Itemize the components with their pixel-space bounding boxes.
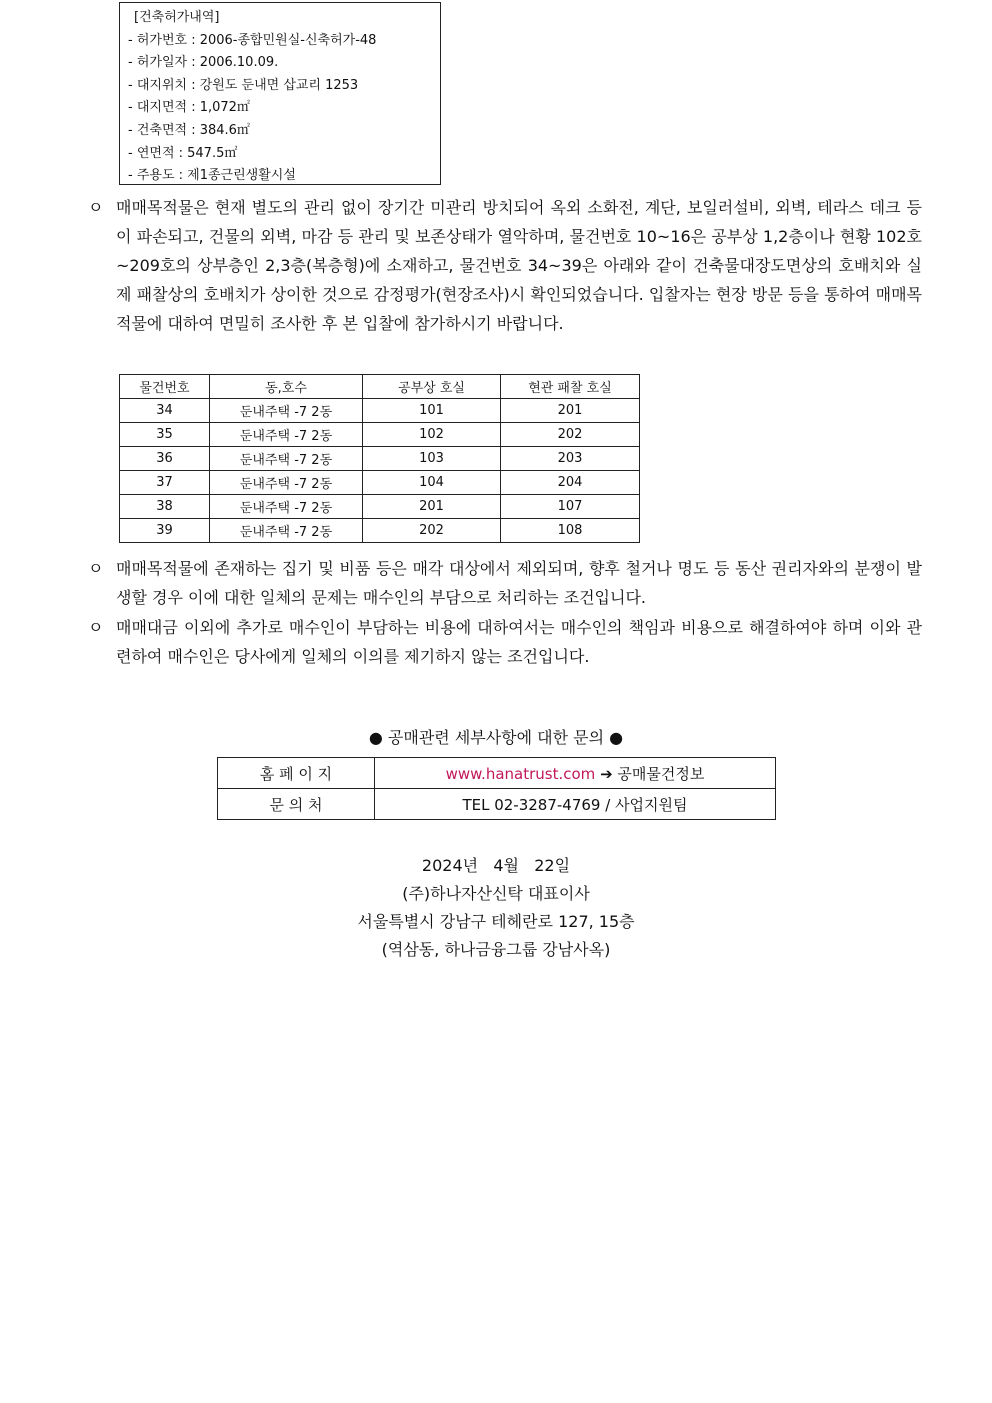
cell-door-plate-unit: 202 [501, 423, 640, 447]
cell-registry-unit: 103 [363, 447, 501, 471]
header-building-unit: 동,호수 [210, 375, 363, 399]
permit-line: - 주용도 : 제1종근린생활시설 [128, 168, 296, 184]
homepage-cell [375, 758, 776, 789]
homepage-label: 홈 페 이 지 [218, 758, 375, 789]
footer-signature [0, 852, 992, 964]
cell-building-unit: 둔내주택 -7 2동 [210, 399, 363, 423]
paragraph-text: 매매목적물에 존재하는 집기 및 비품 등은 매각 대상에서 제외되며, 향후 철거나 명도 등 동산 권리자와의 분쟁이 발생할 경우 이에 대한 일체의 문제는 매수인의 부담으로 처리하는 조건입니다. [116, 559, 922, 607]
paragraph-text: 매매목적물은 현재 별도의 관리 없이 장기간 미관리 방치되어 옥외 소화전, 계단, 보일러설비, 외벽, 테라스 데크 등이 파손되고, 건물의 외벽, 마감 등 관리 및 보존상태가 열악하며, 물건번호 10~16은 공부상 1,2층이나 현황 102호~209호의 상부층인 2,3층(복층형)에 소재하고, 물건번호 34~39은 아래와 같이 건축물대장도면상의 호배치와 실제 패찰상의 호배치가 상이한 것으로 감정평가(현장조사)시 확인되었습니다. 입찰자는 현장 방문 등을 통하여 매매목적물에 대하여 면밀히 조사한 후 본 입찰에 참가하시기 바랍니다. [116, 198, 922, 333]
cell-registry-unit: 201 [363, 495, 501, 519]
footer-building: (역삼동, 하나금융그룹 강남사옥) [381, 940, 611, 959]
homepage-suffix: 공매물건정보 [617, 764, 705, 783]
cell-door-plate-unit: 204 [501, 471, 640, 495]
cell-door-plate-unit: 201 [501, 399, 640, 423]
table-row [120, 447, 640, 471]
permit-title: [건축허가내역] [134, 10, 220, 25]
cell-registry-unit: 202 [363, 519, 501, 543]
footer-date: 2024년 4월 22일 [421, 856, 571, 875]
permit-line: - 대지면적 : 1,072㎡ [128, 100, 250, 116]
table-row [120, 399, 640, 423]
contact-table [217, 757, 776, 820]
table-row [218, 758, 776, 789]
footer-company: (주)하나자산신탁 대표이사 [402, 884, 590, 903]
table-row [218, 789, 776, 820]
cell-item-no: 36 [120, 447, 210, 471]
building-permit-box [119, 2, 441, 185]
inquiry-title: ● 공매관련 세부사항에 대한 문의 ● [368, 728, 624, 747]
permit-line: - 허가일자 : 2006.10.09. [128, 55, 279, 71]
cell-item-no: 34 [120, 399, 210, 423]
header-item-no: 물건번호 [120, 375, 210, 399]
contact-value: TEL 02-3287-4769 / 사업지원팀 [375, 789, 776, 820]
cell-registry-unit: 102 [363, 423, 501, 447]
cell-item-no: 38 [120, 495, 210, 519]
bullet-marker: ㅇ [88, 559, 104, 578]
contact-label: 문 의 처 [218, 789, 375, 820]
cell-registry-unit: 101 [363, 399, 501, 423]
bullet-marker: ㅇ [88, 618, 104, 637]
cell-item-no: 35 [120, 423, 210, 447]
cell-item-no: 39 [120, 519, 210, 543]
cell-door-plate-unit: 107 [501, 495, 640, 519]
notice-paragraph-condition [88, 193, 922, 338]
permit-line: - 연면적 : 547.5㎡ [128, 145, 238, 161]
notice-paragraph-fixtures [88, 554, 922, 612]
table-row [120, 519, 640, 543]
paragraph-text: 매매대금 이외에 추가로 매수인이 부담하는 비용에 대하여서는 매수인의 책임과 비용으로 해결하여야 하며 이와 관련하여 매수인은 당사에게 일체의 이의를 제기하지 않는 조건입니다. [116, 618, 922, 666]
header-door-plate-unit: 현관 패찰 호실 [501, 375, 640, 399]
table-row [120, 495, 640, 519]
cell-door-plate-unit: 203 [501, 447, 640, 471]
header-registry-unit: 공부상 호실 [363, 375, 501, 399]
table-row [120, 471, 640, 495]
unit-mapping-table [119, 374, 640, 543]
bullet-marker: ㅇ [88, 198, 104, 217]
permit-line: - 대지위치 : 강원도 둔내면 삽교리 1253 [128, 77, 359, 93]
cell-building-unit: 둔내주택 -7 2동 [210, 471, 363, 495]
homepage-link[interactable]: www.hanatrust.com [445, 764, 596, 783]
cell-building-unit: 둔내주택 -7 2동 [210, 495, 363, 519]
footer-address: 서울특별시 강남구 테헤란로 127, 15층 [357, 912, 635, 931]
cell-building-unit: 둔내주택 -7 2동 [210, 423, 363, 447]
notice-paragraph-costs [88, 613, 922, 671]
table-header-row [120, 375, 640, 399]
arrow-right-icon: ➔ [600, 764, 613, 783]
table-row [120, 423, 640, 447]
permit-line: - 허가번호 : 2006-종합민원실-신축허가-48 [128, 32, 377, 48]
cell-door-plate-unit: 108 [501, 519, 640, 543]
cell-building-unit: 둔내주택 -7 2동 [210, 447, 363, 471]
cell-building-unit: 둔내주택 -7 2동 [210, 519, 363, 543]
cell-item-no: 37 [120, 471, 210, 495]
cell-registry-unit: 104 [363, 471, 501, 495]
permit-line: - 건축면적 : 384.6㎡ [128, 122, 250, 138]
